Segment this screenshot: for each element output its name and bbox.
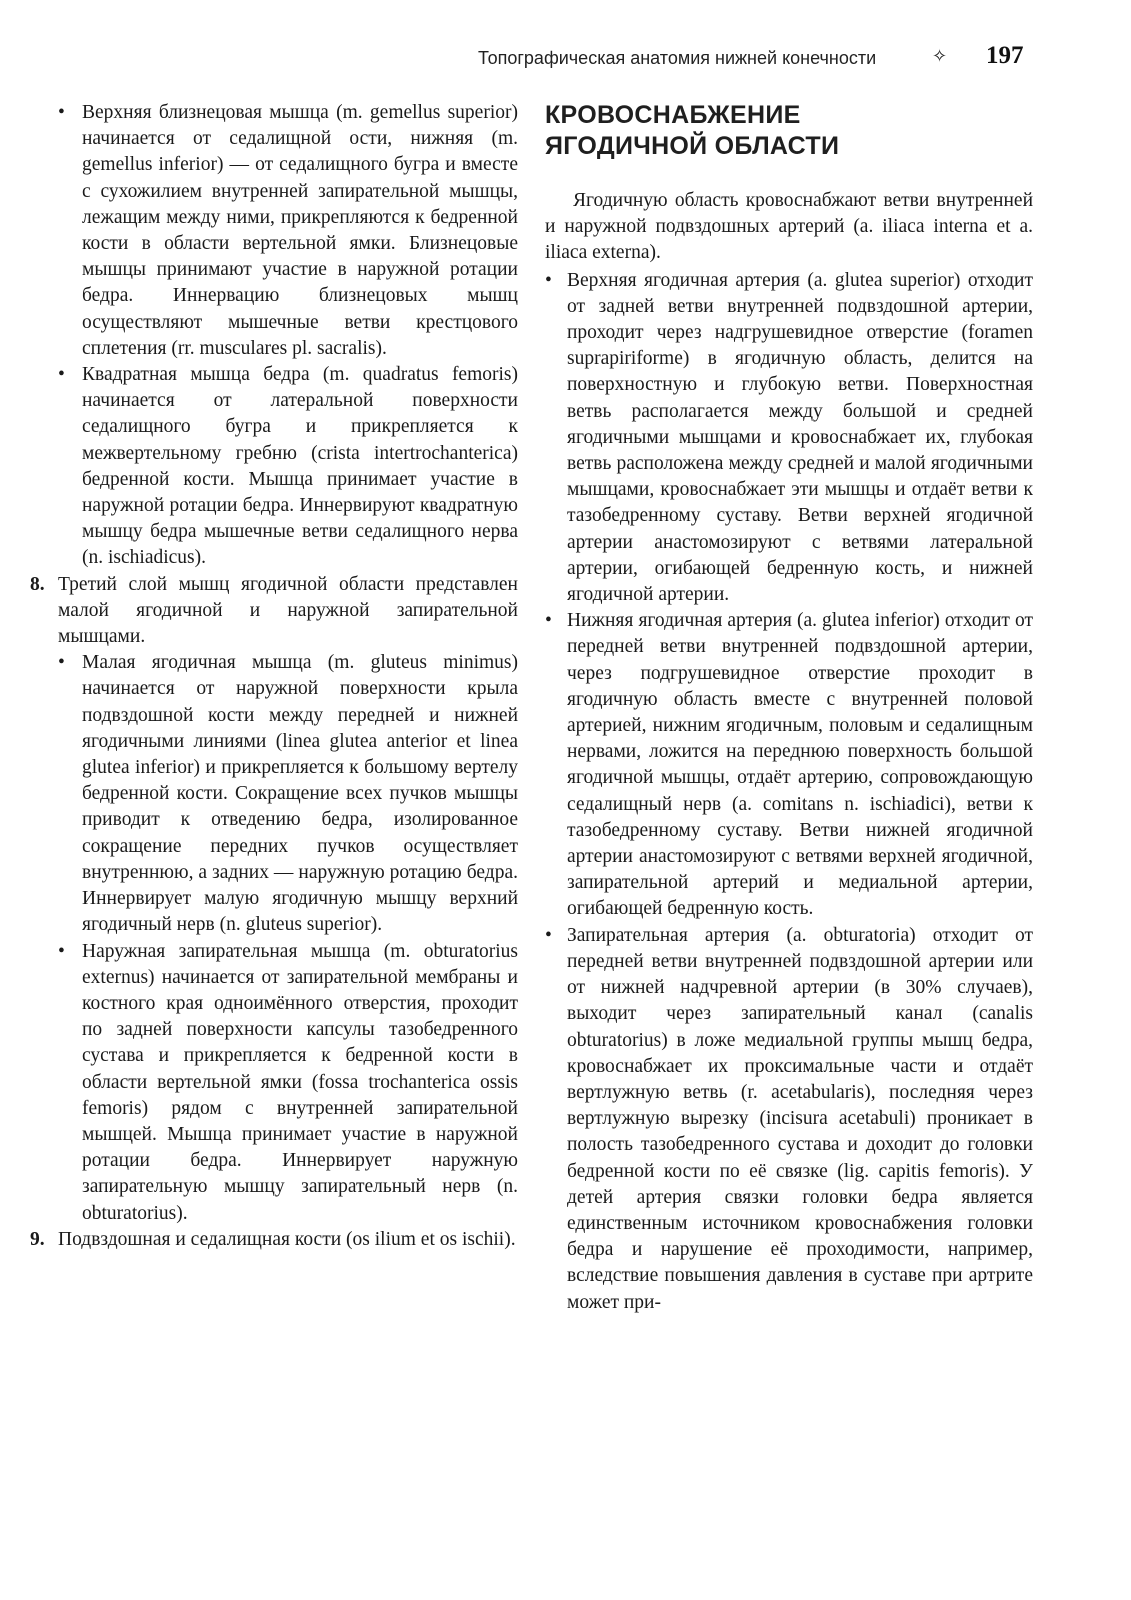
paragraph-text: Малая ягодичная мышца (m. gluteus minimus) начинается от наружной поверхности крыла подвздошной кости между передней и нижней ягодичными линиями (linea glutea anterior et linea glutea inferior) и прикрепляется к большому вертелу бедренной кости. Сокращение всех пучков мышцы приводит к отведению бедра, изолированное сокращение передних пучков осуществляет внутреннюю, а задних — наружную ротацию бедра. Иннервирует малую ягодичную мышцу верхний ягодичный нерв (n. gluteus superior). xyxy=(82,652,518,936)
bullet-icon: • xyxy=(58,652,65,674)
intro-paragraph: Ягодичную область кровоснабжают ветви внутренней и наружной подвздошных артерий (a. iliaca interna et a. iliaca externa). xyxy=(545,190,1033,264)
bullet-icon: • xyxy=(545,924,552,946)
list-item-gluteus-minimus xyxy=(30,650,518,938)
running-head-title: Топографическая анатомия нижней конечности xyxy=(478,48,877,68)
list-item-obturatorius-externus xyxy=(30,939,518,1227)
list-item-gemellus xyxy=(30,100,518,362)
diamond-separator-icon: ✧ xyxy=(932,46,948,66)
bullet-icon: • xyxy=(58,102,65,123)
item-number: 8. xyxy=(30,573,45,595)
left-column xyxy=(30,100,518,1253)
numbered-item-9 xyxy=(30,1227,518,1253)
list-item-glutea-superior xyxy=(545,268,1033,609)
page-number: 197 xyxy=(986,42,1024,69)
paragraph-text: Нижняя ягодичная артерия (a. glutea inferior) отходит от передней ветви внутренней подвздошной артерии, через подгрушевидное отверстие проходит в ягодичную область вместе с внутренней половой артерией, нижним ягодичным, половым и седалищным нервами, ложится на переднюю поверхность большой ягодичной мышцы, отдаёт артерию, сопровождающую седалищный нерв (a. comitans n. ischiadici), ветви к тазобедренному суставу. Ветви нижней ягодичной артерии анастомозируют с ветвями верхней ягодичной, запирательной артерий и медиальной артерии, огибающей бедренную кость. xyxy=(567,610,1033,920)
item-number: 9. xyxy=(30,1228,45,1250)
paragraph-text: Верхняя ягодичная артерия (a. glutea superior) отходит от задней ветви внутренней подвздошной артерии, проходит через надгрушевидное отверстие (foramen suprapiriforme) в ягодичную область, делится на поверхностную и глубокую ветви. Поверхностная ветвь располагается между большой и средней ягодичными мышцами и кровоснабжает их, глубокая ветвь расположена между средней и малой ягодичными мышцами, кровоснабжает эти мышцы и отдаёт ветви к тазобедренному суставу. Ветви верхней ягодичной артерии анастомозируют с ветвями латеральной артерии, огибающей бедренную кость, и нижней ягодичной артерии. xyxy=(567,269,1033,606)
list-item-glutea-inferior xyxy=(545,608,1033,922)
list-item-obturatoria xyxy=(545,923,1033,1316)
paragraph-text: Квадратная мышца бедра (m. quadratus femoris) начинается от латеральной поверхности седалищного бугра и прикрепляется к межвертельному гребню (crista intertrochanterica) бедренной кости. Мышца принимает участие в наружной ротации бедра. Иннервируют квадратную мышцу бедра мышечные ветви седалищного нерва (n. ischiadicus). xyxy=(82,364,518,569)
paragraph-text: Запирательная артерия (a. obturatoria) отходит от передней ветви внутренней подвздошной артерии или от нижней надчревной артерии (в 30% случаев), выходит через запирательный канал (canalis obturatorius) в ложе медиальной группы мышц бедра, кровоснабжает их проксимальные части и отдаёт вертлужную ветвь (r. acetabularis), последняя через вертлужную вырезку (incisura acetabuli) проникает в полость тазобедренного сустава и доходит до головки бедренной кости по её связке (lig. capitis femoris). У детей артерия связки головки бедра является единственным источником кровоснабжения головки бедра и нарушение её проходимости, например, вследствие повышения давления в суставе при артрите может при- xyxy=(567,924,1033,1313)
section-heading-line1: КРОВОСНАБЖЕНИЕ xyxy=(545,101,801,129)
section-heading xyxy=(545,100,1033,162)
right-column xyxy=(545,100,1033,1316)
section-heading-line2: ЯГОДИЧНОЙ ОБЛАСТИ xyxy=(545,132,840,160)
numbered-item-8 xyxy=(30,572,518,651)
paragraph-text: Верхняя близнецовая мышца (m. gemellus superior) начинается от седалищной ости, нижняя (m. gemellus inferior) — от седалищного бугра и вместе с сухожилием внутренней запирательной мышцы, лежащим между ними, прикрепляются к бедренной кости в области вертельной ямки. Близнецовые мышцы принимают участие в наружной ротации бедра. Иннервацию близнецовых мышц осуществляют мышечные ветви крестцового сплетения (rr. musculares pl. sacralis). xyxy=(82,102,518,359)
paragraph-text: Третий слой мышц ягодичной области представлен малой ягодичной и наружной запирательной мышцами. xyxy=(58,573,518,648)
bullet-icon: • xyxy=(545,269,552,291)
list-item-quadratus xyxy=(30,362,518,572)
bullet-icon: • xyxy=(58,364,65,386)
bullet-icon: • xyxy=(58,940,65,962)
paragraph-text: Наружная запирательная мышца (m. obturatorius externus) начинается от запирательной мембраны и костного края одноимённого отверстия, проходит по задней поверхности капсулы тазобедренного сустава и прикрепляется к бедренной кости в области вертельной ямки (fossa trochanterica ossis femoris) рядом с внутренней запирательной мышцей. Мышца принимает участие в наружной ротации бедра. Иннервирует наружную запирательную мышцу запирательный нерв (n. obturatorius). xyxy=(82,940,518,1224)
bullet-icon: • xyxy=(545,610,552,632)
paragraph-text: Подвздошная и седалищная кости (os ilium et os ischii). xyxy=(58,1228,516,1250)
